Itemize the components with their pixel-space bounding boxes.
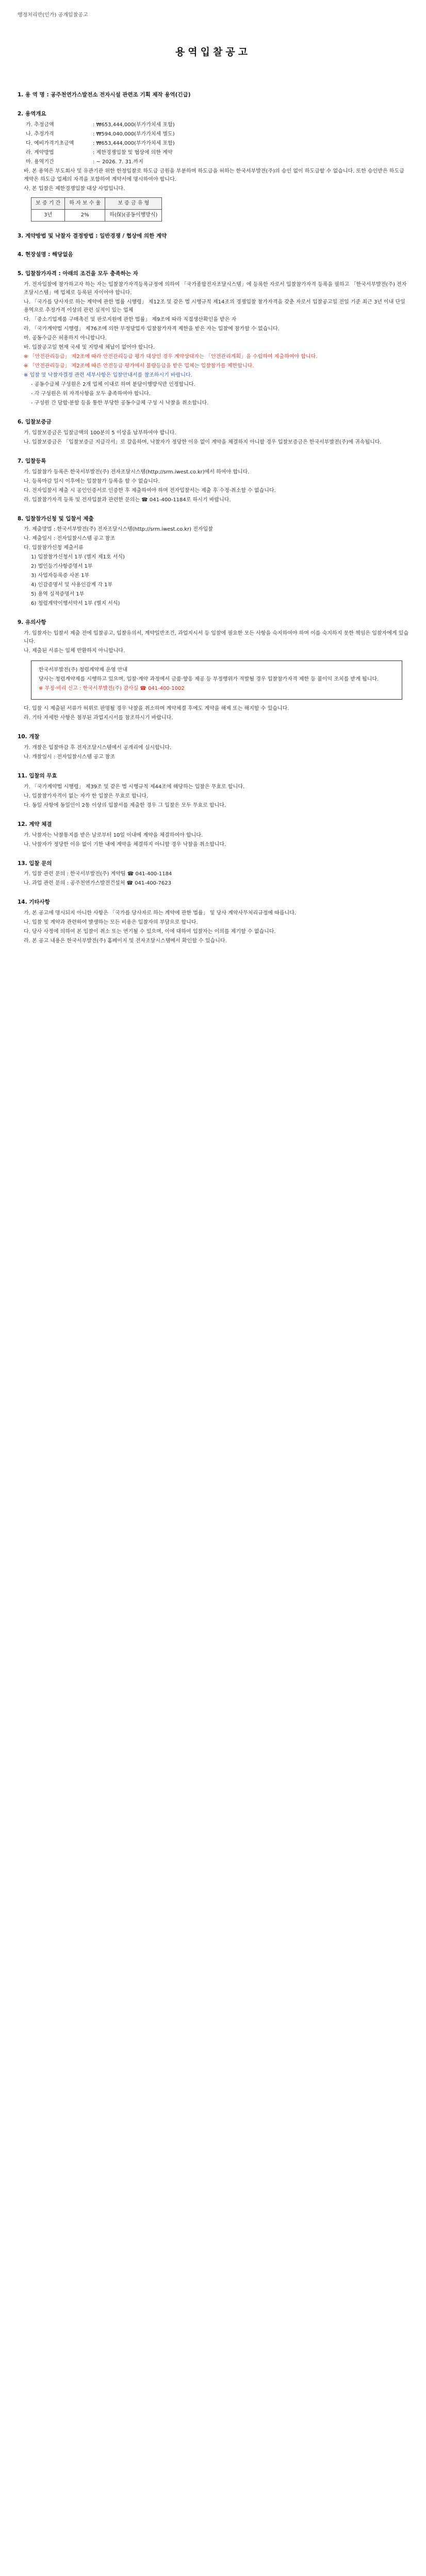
- section-line: 라. 본 공고 내용은 한국서부발전(주) 홈페이지 및 전자조달시스템에서 확인할 수 있습니다.: [24, 938, 227, 944]
- overview-value: : ~ 2026. 7. 31.까지: [93, 159, 143, 165]
- highlighted-note: ※ 입찰 및 낙찰자결정 관련 세부사항은 입찰안내서를 참조하시기 바랍니다.: [24, 372, 192, 378]
- section-line: 나. 낙찰자가 정당한 이유 없이 기한 내에 계약을 체결하지 아니할 경우 낙찰을 취소합니다.: [24, 841, 226, 848]
- section-line: 다. 「중소기업제품 구매촉진 및 판로지원에 관한 법률」 제9조에 따라 직접생산확인을 받은 자: [24, 316, 237, 323]
- section-subline: - 공동수급체 구성원은 2개 업체 이내로 하며 분담이행방식만 인정합니다.: [31, 381, 195, 387]
- highlighted-note: ※ 「안전관리등급」 제2조에 따른 안전등급 평가에서 불량등급을 받은 업체는 입찰참가를 제한합니다.: [24, 363, 254, 369]
- section-line: 가. 「국가계약법 시행령」 제39조 및 같은 법 시행규칙 제44조에 해당하는 입찰은 무효로 합니다.: [24, 784, 245, 790]
- box-line: 한국서부발전(주) 청렴계약제 운영 안내: [39, 667, 127, 673]
- overview-label: 다. 예비가격기초금액: [26, 140, 74, 146]
- section-title: 4. 현장설명 : 해당없음: [18, 251, 73, 258]
- section-line: 사. 본 입찰은 제한경쟁입찰 대상 사업입니다.: [24, 185, 125, 192]
- section-subline: - 각 구성원은 위 자격사항을 모두 충족하여야 합니다.: [31, 391, 151, 397]
- section-line: 가. 낙찰자는 낙찰통지를 받은 날로부터 10일 이내에 계약을 체결하여야 합니다.: [24, 832, 203, 838]
- overview-value: : 제한경쟁입찰 및 협상에 의한 계약: [93, 149, 173, 156]
- notice-section: [18, 515, 408, 608]
- notice-section: [18, 269, 408, 408]
- section-line: 다. 입찰참가신청 제출서류: [24, 545, 84, 551]
- overview-label: 마. 용역기간: [26, 159, 54, 165]
- notice-section: [18, 820, 408, 849]
- section-title: 6. 입찰보증금: [18, 418, 52, 425]
- section-title: 13. 입찰 문의: [18, 860, 52, 867]
- box-line: 당사는 청렴계약제를 시행하고 있으며, 입찰·계약 과정에서 금품·향응 제공 등 부정행위가 적발될 경우 입찰참가자격 제한 등 불이익 조치를 받게 됩니다.: [39, 676, 379, 683]
- notice-section: [18, 457, 408, 504]
- overview-label: 라. 계약방법: [26, 149, 54, 156]
- section-title: 2. 용역개요: [18, 110, 46, 117]
- section-line: 다. 당사 사정에 의하여 본 입찰이 취소 또는 연기될 수 있으며, 이에 대하여 입찰자는 이의를 제기할 수 없습니다.: [24, 929, 276, 935]
- table-cell: 하(保)(공동이행방식): [105, 209, 162, 221]
- section-line: 라. 「국가계약법 시행령」 제76조에 의한 부정당업자 입찰참가자격 제한을 받은 자는 입찰에 참가할 수 없습니다.: [24, 326, 280, 332]
- box-warning: ※ 부정·비리 신고 : 한국서부발전(주) 감사실 ☎ 041-400-1002: [39, 686, 185, 692]
- section-title: 11. 입찰의 무효: [18, 772, 57, 779]
- section-line: 가. 입찰참가 등록은 한국서부발전(주) 전자조달시스템(http://srm.iwest.co.kr)에서 하여야 합니다.: [24, 469, 250, 475]
- section-line: 나. 「국가를 당사자로 하는 계약에 관한 법률 시행령」 제12조 및 같은 법 시행규칙 제14조의 경쟁입찰 참가자격을 갖춘 자로서 입찰공고일 전일 기준 최근 3년 이내 단일 용역으로 추정가격 이상의 관련 실적이 있는 업체: [24, 299, 405, 313]
- overview-label: 가. 추정금액: [26, 122, 54, 128]
- section-line: 가. 개찰은 입찰마감 후 전자조달시스템에서 공개리에 실시합니다.: [24, 744, 172, 751]
- notice-body: [18, 91, 408, 956]
- table-header-cell: 하 자 보 수 율: [65, 197, 105, 209]
- section-line: 라. 입찰참가자격 등록 및 전자입찰과 관련한 문의는 ☎ 041-400-1184로 하시기 바랍니다.: [24, 497, 231, 503]
- notice-section: [18, 418, 408, 447]
- section-title: 3. 계약방법 및 낙찰자 결정방법 : 일반경쟁 / 협상에 의한 계약: [18, 232, 167, 239]
- notice-section: [18, 250, 408, 259]
- section-line: 나. 입찰참가자격이 없는 자가 한 입찰은 무효로 합니다.: [24, 793, 149, 799]
- section-subline: - 구성원 간 담합·분할 등을 통한 부당한 공동수급체 구성 시 낙찰을 취소합니다.: [31, 400, 209, 406]
- overview-row: [18, 158, 408, 166]
- section-title: 9. 유의사항: [18, 619, 46, 626]
- overview-value: : ₩653,444,000(부가가치세 포함): [93, 140, 175, 146]
- notice-section: [18, 110, 408, 222]
- notice-section: [18, 898, 408, 945]
- table-cell: 2%: [65, 209, 105, 221]
- notice-section: [18, 618, 408, 722]
- section-line: 바. 본 용역은 부도회사 및 유관기관 위한 한정입찰로 하도급 금원을 부분하며 하도급을 허하는 한국서부발전(주)의 승인 없이 하도급할 수 없습니다. 또한 승인받은 하도급 계약은 하도급 업체의 자격을 포함하여 계약서에 명시하여야 합니다.: [24, 168, 404, 182]
- highlighted-note: ※ 「안전관리등급」 제2조에 따라 안전관리등급 평가 대상인 경우 계약상대자는 「안전관리계획」을 수립하여 제출하여야 합니다.: [24, 353, 318, 360]
- section-title: 5. 입찰참가자격 : 아래의 조건을 모두 충족하는 자: [18, 270, 138, 277]
- section-title: 14. 기타사항: [18, 899, 50, 906]
- section-line: 나. 개찰일시 : 전자입찰시스템 공고 참조: [24, 754, 116, 760]
- overview-value: : ₩653,444,000(부가가치세 포함): [93, 122, 175, 128]
- section-line: 나. 등록마감 일시 이후에는 입찰참가 등록을 할 수 없습니다.: [24, 478, 160, 484]
- section-line: 가. 제출방법 : 한국서부발전(주) 전자조달시스템(http://srm.iwest.co.kr) 전자입찰: [24, 527, 213, 533]
- notice-section: [18, 91, 408, 99]
- section-line: 다. 동일 사항에 동일인이 2통 이상의 입찰서를 제출한 경우 그 입찰은 모두 무효로 합니다.: [24, 802, 226, 808]
- section-title: 1. 용 역 명 : 공주천연가스발전소 전자시설 관련조 기획 제작 용역(긴급): [18, 92, 191, 98]
- section-line: 가. 입찰자는 입찰서 제출 전에 입찰공고, 입찰유의서, 계약일반조건, 과업지시서 등 입찰에 필요한 모든 사항을 숙지하여야 하며 이를 숙지하지 못한 책임은 입찰자에게 있습니다.: [24, 631, 409, 645]
- overview-row: [18, 140, 408, 148]
- warranty-table: [31, 197, 162, 222]
- section-title: 10. 개찰: [18, 734, 40, 740]
- section-subline: 6) 청렴계약이행서약서 1부 (별지 서식): [31, 601, 120, 607]
- notice-section: [18, 772, 408, 810]
- table-cell: 3년: [31, 209, 65, 221]
- overview-row: [18, 149, 408, 157]
- section-title: 8. 입찰참가신청 및 입찰서 제출: [18, 515, 94, 522]
- section-line: 가. 입찰보증금은 입찰금액의 100분의 5 이상을 납부하여야 합니다.: [24, 430, 176, 436]
- section-subline: 2) 법인등기사항증명서 1부: [31, 564, 93, 570]
- table-header-cell: 보 증 기 간: [31, 197, 65, 209]
- section-subline: 5) 용역 실적증명서 1부: [31, 591, 85, 598]
- section-line: 나. 제출된 서류는 일체 반환하지 아니합니다.: [24, 648, 125, 654]
- integrity-notice-box: [31, 660, 402, 700]
- notice-section: [18, 859, 408, 888]
- table-header-cell: 보 증 금 유 형: [105, 197, 162, 209]
- section-line: 마. 공동수급은 허용하지 아니합니다.: [24, 335, 107, 341]
- overview-row: [18, 130, 408, 139]
- section-line: 나. 입찰보증금은 「입찰보증금 지급각서」로 갈음하며, 낙찰자가 정당한 이유 없이 계약을 체결하지 아니할 경우 입찰보증금은 한국서부발전(주)에 귀속됩니다.: [24, 439, 382, 445]
- table-row: [31, 209, 162, 221]
- section-line: 가. 본 공고에 명시되지 아니한 사항은 「국가를 당사자로 하는 계약에 관한 법률」 및 당사 계약사무처리규정에 따릅니다.: [24, 910, 297, 917]
- section-subline: 3) 사업자등록증 사본 1부: [31, 573, 90, 579]
- notice-section: [18, 733, 408, 761]
- document-code: 행정처리반(인가) 공개입찰공고: [18, 12, 88, 18]
- section-line: 나. 과업 관련 문의 : 공주천연가스발전건설처 ☎ 041-400-7623: [24, 880, 171, 887]
- page-title: 용역입찰공고: [175, 46, 251, 58]
- section-subline: 1) 입찰참가신청서 1부 (별지 제1호 서식): [31, 554, 125, 561]
- section-line: 나. 입찰 및 계약과 관련하여 발생하는 모든 비용은 입찰자의 부담으로 합니다.: [24, 920, 198, 926]
- section-line: 라. 기타 자세한 사항은 첨부된 과업지시서를 참조하시기 바랍니다.: [24, 715, 173, 721]
- section-title: 12. 계약 체결: [18, 821, 52, 827]
- notice-section: [18, 232, 408, 241]
- section-line: 바. 입찰공고일 현재 국세 및 지방세 체납이 없어야 합니다.: [24, 344, 155, 350]
- overview-value: : ₩594,040,000(부가가치세 별도): [93, 131, 175, 137]
- section-line: 나. 제출일시 : 전자입찰시스템 공고 참조: [24, 536, 116, 542]
- overview-row: [18, 121, 408, 129]
- section-line: 가. 전자입찰에 참가하고자 하는 자는 입찰참가자격등록규정에 의하여 「국가종합전자조달시스템」에 등록한 자로서 입찰참가자격 등록을 필하고 「한국서부발전(주) 전자조달시스템」에 업체로 등록된 자이어야 합니다.: [24, 281, 407, 296]
- section-subline: 4) 인감증명서 및 사용인감계 각 1부: [31, 582, 113, 588]
- section-title: 7. 입찰등록: [18, 457, 46, 464]
- section-line: 다. 전자입찰서 제출 시 공인인증서로 인증한 후 제출하여야 하며 전자입찰서는 제출 후 수정·취소할 수 없습니다.: [24, 487, 276, 494]
- overview-label: 나. 추정가격: [26, 131, 54, 137]
- section-line: 다. 입찰 시 제출된 서류가 허위로 판명될 경우 낙찰을 취소하며 계약체결 후에도 계약을 해제 또는 해지할 수 있습니다.: [24, 706, 289, 712]
- section-line: 가. 입찰 관련 문의 : 한국서부발전(주) 계약팀 ☎ 041-400-1184: [24, 871, 172, 877]
